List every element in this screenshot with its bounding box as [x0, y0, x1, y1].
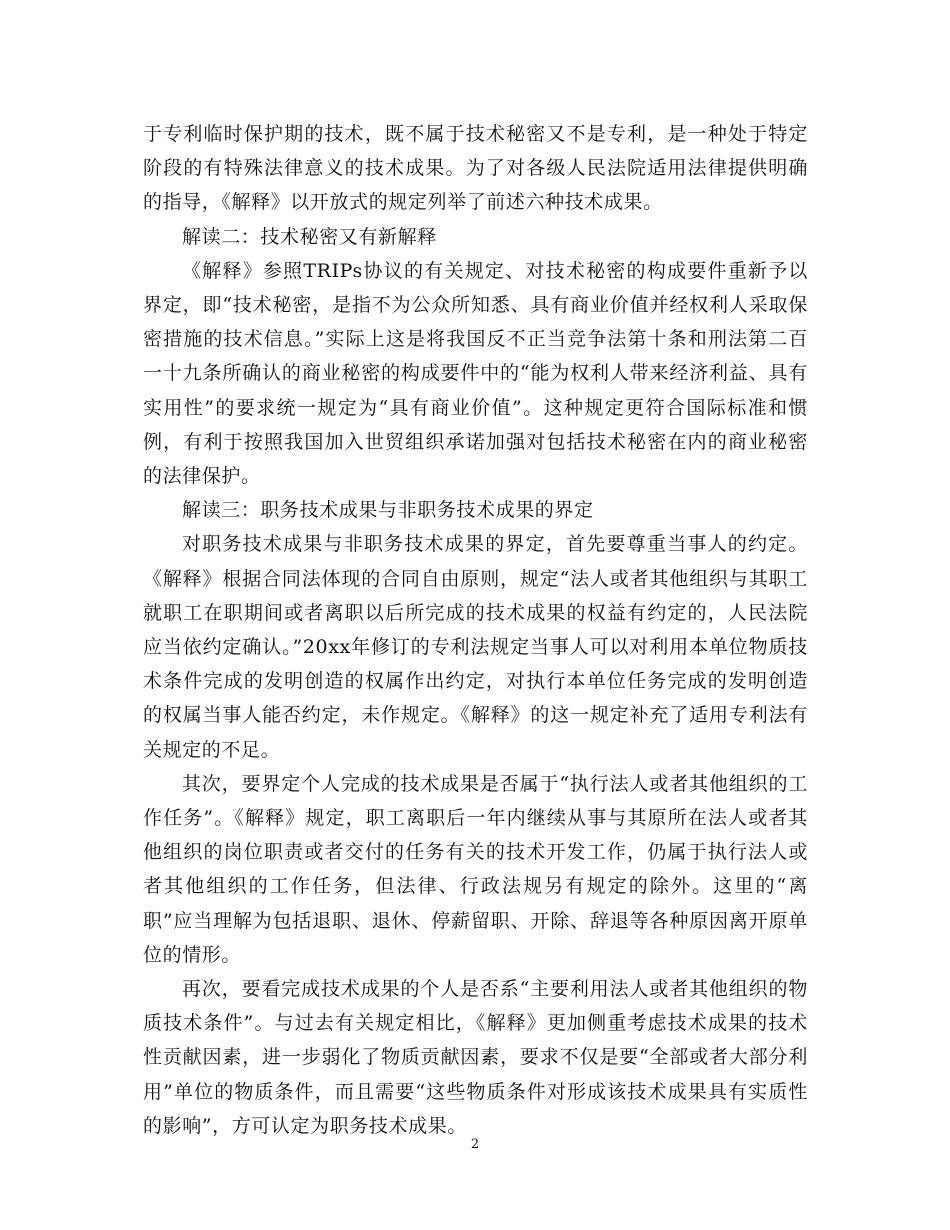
section-heading-3: 解读三：职务技术成果与非职务技术成果的界定	[182, 499, 594, 522]
paragraph-material-conditions: 再次，要看完成技术成果的个人是否系“主要利用法人或者其他组织的物质技术条件”。与过去有关规定相比，《解释》更加侧重考虑技术成果的技术性贡献因素，进一步弱化了物质贡献因素，要求不仅是要“全部或者大部分利用”单位的物质条件，而且需要“这些物质条件对形成该技术成果具有实质性的影响”，方可认定为职务技术成果。	[143, 978, 808, 1137]
section-heading-2: 解读二：技术秘密又有新解释	[182, 225, 437, 248]
document-body	[143, 117, 808, 1143]
paragraph-work-task: 其次，要界定个人完成的技术成果是否属于“执行法人或者其他组织的工作任务”。《解释》规定，职工离职后一年内继续从事与其原所在法人或者其他组织的岗位职责或者交付的任务有关的技术开发工作，仍属于执行法人或者其他组织的工作任务，但法律、行政法规另有规定的除外。这里的“离职”应当理解为包括退职、退休、停薪留职、开除、辞退等各种原因离开原单位的情形。	[143, 772, 808, 966]
paragraph-agreement: 对职务技术成果与非职务技术成果的界定，首先要尊重当事人的约定。《解释》根据合同法体现的合同自由原则，规定“法人或者其他组织与其职工就职工在职期间或者离职以后所完成的技术成果的权益有约定的，人民法院应当依约定确认。”20xx年修订的专利法规定当事人可以对利用本单位物质技术条件完成的发明创造的权属作出约定，对执行本单位任务完成的发明创造的权属当事人能否约定，未作规定。《解释》的这一规定补充了适用专利法有关规定的不足。	[143, 533, 808, 761]
page-number: 2	[470, 1137, 480, 1152]
paragraph-technical-secret: 《解释》参照TRIPs协议的有关规定、对技术秘密的构成要件重新予以界定，即“技术秘密，是指不为公众所知悉、具有商业价值并经权利人采取保密措施的技术信息。”实际上这是将我国反不正当竞争法第十条和刑法第二百一十九条所确认的商业秘密的构成要件中的“能为权利人带来经济利益、具有实用性”的要求统一规定为“具有商业价值”。这种规定更符合国际标准和惯例，有利于按照我国加入世贸组织承诺加强对包括技术秘密在内的商业秘密的法律保护。	[143, 259, 808, 488]
paragraph-continuation: 于专利临时保护期的技术，既不属于技术秘密又不是专利，是一种处于特定阶段的有特殊法律意义的技术成果。为了对各级人民法院适用法律提供明确的指导，《解释》以开放式的规定列举了前述六种技术成果。	[143, 123, 808, 214]
